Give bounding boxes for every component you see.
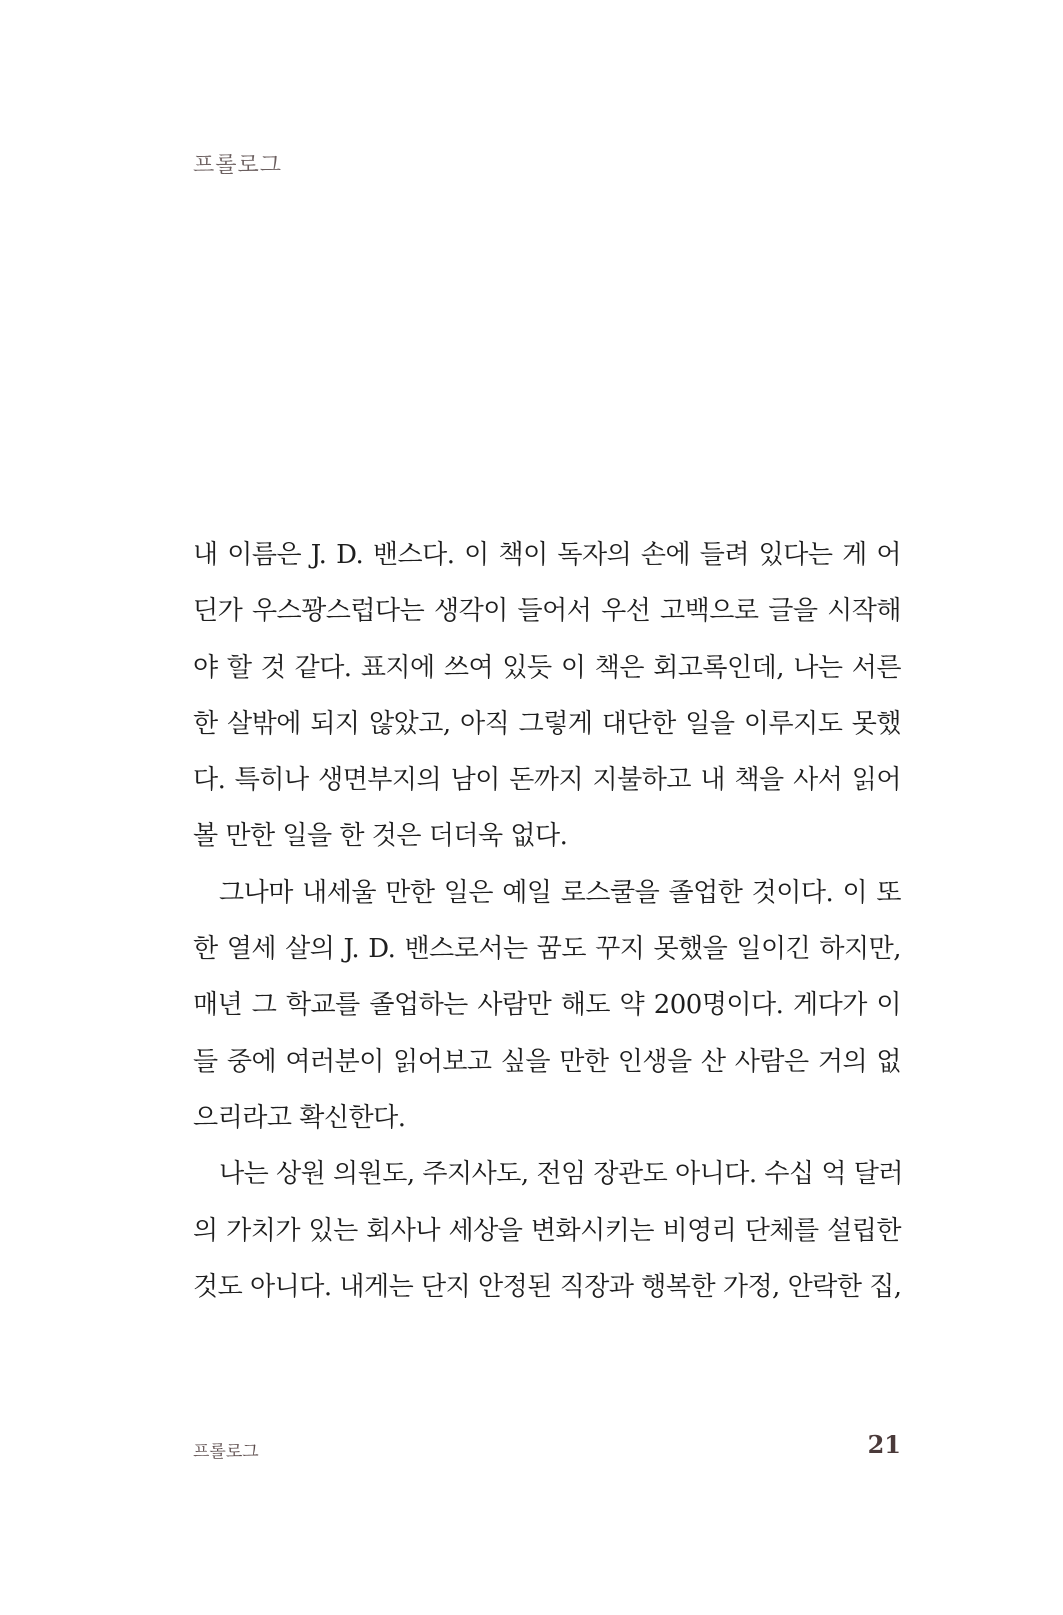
text-line: 야 할 것 같다. 표지에 쓰여 있듯 이 책은 회고록인데, 나는 서른 — [193, 652, 901, 683]
text-line: 딘가 우스꽝스럽다는 생각이 들어서 우선 고백으로 글을 시작해 — [193, 596, 901, 627]
footer-section-label: 프롤로그 — [193, 1442, 259, 1462]
text-line: 것도 아니다. 내게는 단지 안정된 직장과 행복한 가정, 안락한 집, — [193, 1271, 902, 1302]
text-line: 그나마 내세울 만한 일은 예일 로스쿨을 졸업한 것이다. 이 또 — [219, 877, 901, 908]
body-text — [193, 535, 901, 1323]
text-line: 다. 특히나 생면부지의 남이 돈까지 지불하고 내 책을 사서 읽어 — [193, 765, 901, 796]
text-line: 들 중에 여러분이 읽어보고 싶을 만한 인생을 산 사람은 거의 없 — [193, 1046, 901, 1077]
page-number: 21 — [867, 1430, 901, 1459]
text-line: 한 살밖에 되지 않았고, 아직 그렇게 대단한 일을 이루지도 못했 — [193, 708, 901, 739]
text-line: 의 가치가 있는 회사나 세상을 변화시키는 비영리 단체를 설립한 — [193, 1215, 901, 1246]
text-line: 으리라고 확신한다. — [193, 1102, 406, 1133]
text-line: 볼 만한 일을 한 것은 더더욱 없다. — [193, 821, 568, 852]
text-line: 내 이름은 J. D. 밴스다. 이 책이 독자의 손에 들려 있다는 게 어 — [193, 540, 901, 570]
text-line: 나는 상원 의원도, 주지사도, 전임 장관도 아니다. 수십 억 달러 — [219, 1159, 903, 1190]
text-line: 한 열세 살의 J. D. 밴스로서는 꿈도 꾸지 못했을 일이긴 하지만, — [193, 934, 901, 965]
running-head-title: 프롤로그 — [193, 153, 283, 178]
text-line: 매년 그 학교를 졸업하는 사람만 해도 약 200명이다. 게다가 이 — [193, 990, 901, 1021]
